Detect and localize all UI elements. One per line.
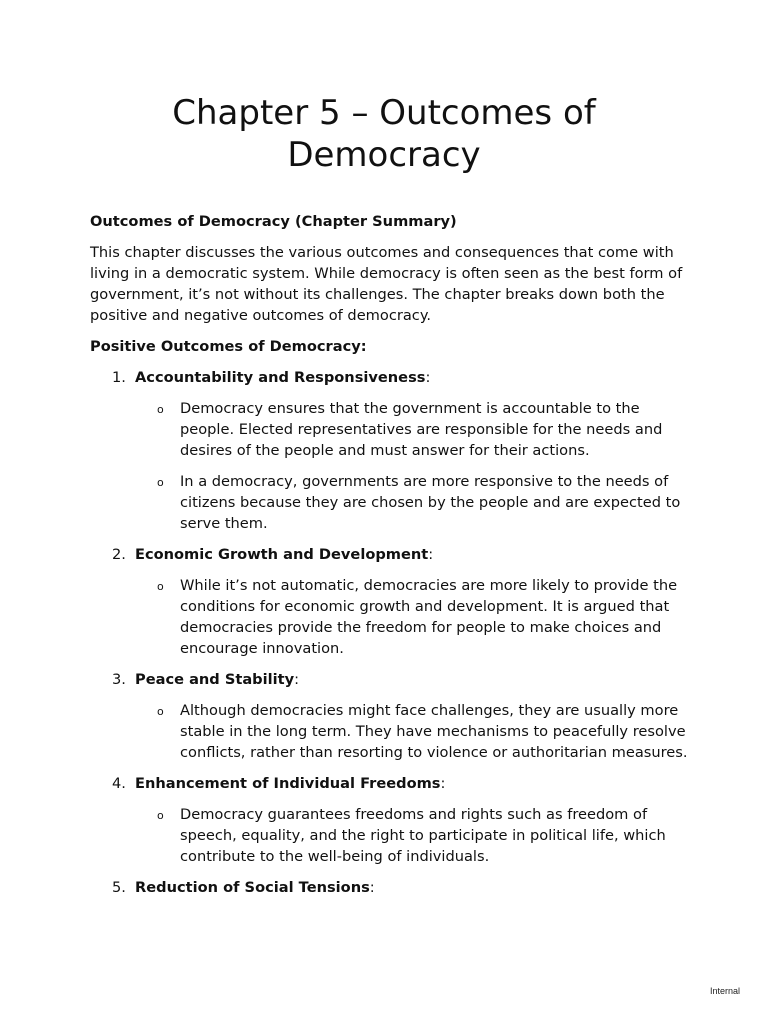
list-item-suffix: : <box>428 546 434 563</box>
sub-bullet-list <box>90 804 690 867</box>
list-item-suffix: : <box>425 369 431 386</box>
list-item-heading <box>90 877 690 898</box>
sub-bullet-list <box>90 398 690 534</box>
footer-classification-label: Internal <box>710 986 741 996</box>
list-item <box>90 773 690 867</box>
list-item-number: 5. <box>112 879 126 896</box>
list-item-number: 1. <box>112 369 126 386</box>
list-item <box>90 544 690 659</box>
list-item-title: Economic Growth and Development <box>135 546 429 563</box>
sub-bullet <box>90 804 690 867</box>
list-item-suffix: : <box>440 775 446 792</box>
list-item-title: Peace and Stability <box>135 671 295 688</box>
sub-bullet-text: Although democracies might face challenges, they are usually more stable in the long term. They have mechanisms to peacefully resolve conflicts, rather than resorting to violence or authoritarian measures. <box>180 702 688 761</box>
summary-heading: Outcomes of Democracy (Chapter Summary) <box>90 213 457 230</box>
list-item <box>90 669 690 763</box>
list-item-heading <box>90 367 690 388</box>
sub-bullet <box>90 471 690 534</box>
title-line-2: Democracy <box>287 135 481 175</box>
bullet-circle-icon: o <box>157 476 164 489</box>
sub-bullet-text: While it’s not automatic, democracies are more likely to provide the conditions for economic growth and development. It is argued that democracies provide the freedom for people to make choices and encourage innovation. <box>180 577 678 657</box>
outcomes-list <box>90 367 690 898</box>
list-item-suffix: : <box>294 671 300 688</box>
list-item-title: Accountability and Responsiveness <box>135 369 426 386</box>
bullet-circle-icon: o <box>157 403 164 416</box>
list-item-number: 3. <box>112 671 126 688</box>
bullet-circle-icon: o <box>157 809 164 822</box>
sub-bullet-list <box>90 700 690 763</box>
document-body <box>90 211 690 908</box>
list-item <box>90 877 690 898</box>
bullet-circle-icon: o <box>157 580 164 593</box>
sub-bullet-text: Democracy guarantees freedoms and rights such as freedom of speech, equality, and the right to participate in political life, which contribute to the well-being of individuals. <box>180 806 666 865</box>
positive-outcomes-heading: Positive Outcomes of Democracy: <box>90 338 367 355</box>
sub-bullet-text: Democracy ensures that the government is accountable to the people. Elected representatives are responsible for the needs and desires of the people and must answer for their actions. <box>180 400 663 459</box>
list-item-number: 4. <box>112 775 126 792</box>
list-item-heading <box>90 544 690 565</box>
list-item-heading <box>90 773 690 794</box>
list-item-title: Reduction of Social Tensions <box>135 879 370 896</box>
list-item-number: 2. <box>112 546 126 563</box>
sub-bullet <box>90 575 690 659</box>
list-item-heading <box>90 669 690 690</box>
sub-bullet-list <box>90 575 690 659</box>
bullet-circle-icon: o <box>157 705 164 718</box>
list-item-suffix: : <box>369 879 375 896</box>
page-title <box>0 92 768 176</box>
sub-bullet <box>90 398 690 461</box>
intro-paragraph: This chapter discusses the various outcomes and consequences that come with living in a democratic system. While democracy is often seen as the best form of government, it’s not without its challenges. The chapter breaks down both the positive and negative outcomes of democracy. <box>90 244 683 324</box>
list-item <box>90 367 690 534</box>
title-line-1: Chapter 5 – Outcomes of <box>172 93 596 133</box>
list-item-title: Enhancement of Individual Freedoms <box>135 775 441 792</box>
sub-bullet <box>90 700 690 763</box>
sub-bullet-text: In a democracy, governments are more responsive to the needs of citizens because they are chosen by the people and are expected to serve them. <box>180 473 681 532</box>
